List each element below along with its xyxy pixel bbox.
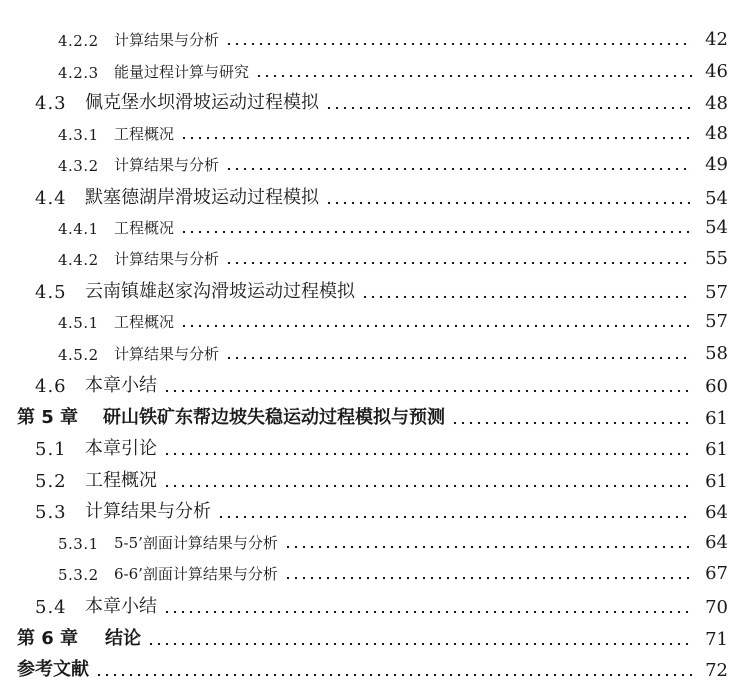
page-number: 67 (705, 563, 728, 584)
references-title: 参考文献 (17, 659, 89, 680)
section-title: 计算结果与分析 (114, 345, 220, 363)
section-number: 5.2 (35, 471, 67, 492)
page-number: 61 (705, 439, 728, 460)
dot-leader (225, 167, 692, 171)
chapter-number: 第 5 章 (17, 407, 79, 428)
toc-entry-4-4-2[interactable] (0, 245, 750, 269)
section-number: 4.3 (35, 93, 67, 114)
section-title: 6-6’剖面计算结果与分析 (114, 565, 278, 583)
page-number: 55 (705, 248, 728, 269)
chapter-title: 研山铁矿东帮边坡失稳运动过程模拟与预测 (103, 407, 445, 428)
section-number: 4.4.1 (58, 220, 99, 238)
toc-entry-chapter-5[interactable] (0, 401, 750, 429)
section-number: 5.3.2 (58, 566, 99, 584)
section-title: 默塞德湖岸滑坡运动过程模拟 (85, 187, 319, 208)
dot-leader (163, 610, 692, 614)
toc-entry-4-5[interactable] (0, 275, 750, 303)
section-number: 4.4.2 (58, 251, 99, 269)
page-number: 54 (705, 188, 728, 209)
toc-entry-4-3[interactable] (0, 86, 750, 114)
page-number: 72 (705, 660, 728, 681)
section-title: 云南镇雄赵家沟滑坡运动过程模拟 (85, 281, 355, 302)
dot-leader (147, 642, 692, 646)
toc-entry-references[interactable] (0, 653, 750, 681)
page-number: 48 (705, 93, 728, 114)
toc-entry-4-2-2[interactable] (0, 26, 750, 50)
toc-entry-4-3-1[interactable] (0, 120, 750, 144)
page-number: 46 (705, 61, 728, 82)
section-number: 4.3.1 (58, 126, 99, 144)
section-number: 5.1 (35, 439, 67, 460)
dot-leader (163, 484, 692, 488)
page-number: 70 (705, 597, 728, 618)
chapter-number: 第 6 章 (17, 628, 79, 649)
toc-entry-4-4[interactable] (0, 181, 750, 209)
section-number: 5.3.1 (58, 535, 99, 553)
section-title: 本章小结 (85, 596, 157, 617)
toc-entry-5-3-2[interactable] (0, 560, 750, 584)
dot-leader (180, 324, 692, 328)
section-number: 4.4 (35, 188, 67, 209)
toc-entry-4-5-1[interactable] (0, 308, 750, 332)
dot-leader (284, 576, 692, 580)
page-number: 64 (705, 532, 728, 553)
page-number: 48 (705, 123, 728, 144)
toc-entry-4-5-2[interactable] (0, 340, 750, 364)
toc-entry-4-2-3[interactable] (0, 58, 750, 82)
toc-entry-chapter-6[interactable] (0, 622, 750, 650)
page-number: 60 (705, 376, 728, 397)
dot-leader (451, 421, 692, 425)
toc-entry-5-2[interactable] (0, 464, 750, 492)
toc-entry-5-1[interactable] (0, 432, 750, 460)
dot-leader (163, 452, 692, 456)
chapter-title: 结论 (105, 628, 141, 649)
section-title: 工程概况 (114, 219, 175, 237)
section-title: 计算结果与分析 (114, 156, 220, 174)
dot-leader (325, 106, 692, 110)
page-number: 57 (705, 282, 728, 303)
section-title: 5-5’剖面计算结果与分析 (114, 534, 278, 552)
section-number: 5.4 (35, 597, 67, 618)
toc-entry-4-3-2[interactable] (0, 151, 750, 175)
dot-leader (284, 545, 692, 549)
page-number: 61 (705, 408, 728, 429)
dot-leader (217, 515, 692, 519)
page-number: 61 (705, 471, 728, 492)
toc-entry-5-3-1[interactable] (0, 529, 750, 553)
section-title: 工程概况 (114, 313, 175, 331)
section-title: 本章小结 (85, 375, 157, 396)
dot-leader (180, 136, 692, 140)
page-number: 57 (705, 311, 728, 332)
toc-entry-4-4-1[interactable] (0, 214, 750, 238)
dot-leader (163, 389, 692, 393)
dot-leader (180, 230, 692, 234)
toc-entry-5-4[interactable] (0, 590, 750, 618)
section-title: 工程概况 (114, 125, 175, 143)
page-number: 49 (705, 154, 728, 175)
section-number: 4.5.1 (58, 314, 99, 332)
section-number: 4.2.2 (58, 32, 99, 50)
toc-entry-5-3[interactable] (0, 495, 750, 523)
section-number: 4.3.2 (58, 157, 99, 175)
section-title: 工程概况 (85, 470, 157, 491)
section-number: 4.6 (35, 376, 67, 397)
section-number: 4.2.3 (58, 64, 99, 82)
page-number: 64 (705, 502, 728, 523)
section-title: 计算结果与分析 (85, 501, 211, 522)
section-number: 4.5.2 (58, 346, 99, 364)
section-title: 本章引论 (85, 438, 157, 459)
dot-leader (95, 673, 692, 677)
section-number: 5.3 (35, 502, 67, 523)
section-title: 计算结果与分析 (114, 250, 220, 268)
dot-leader (225, 356, 692, 360)
dot-leader (225, 261, 692, 265)
dot-leader (361, 295, 692, 299)
section-number: 4.5 (35, 282, 67, 303)
section-title: 佩克堡水坝滑坡运动过程模拟 (85, 92, 319, 113)
page-number: 42 (705, 29, 728, 50)
dot-leader (225, 42, 692, 46)
dot-leader (255, 74, 692, 78)
section-title: 计算结果与分析 (114, 31, 220, 49)
dot-leader (325, 201, 692, 205)
toc-entry-4-6[interactable] (0, 369, 750, 397)
page-number: 58 (705, 343, 728, 364)
section-title: 能量过程计算与研究 (114, 63, 250, 81)
page-number: 54 (705, 217, 728, 238)
page-number: 71 (705, 629, 728, 650)
